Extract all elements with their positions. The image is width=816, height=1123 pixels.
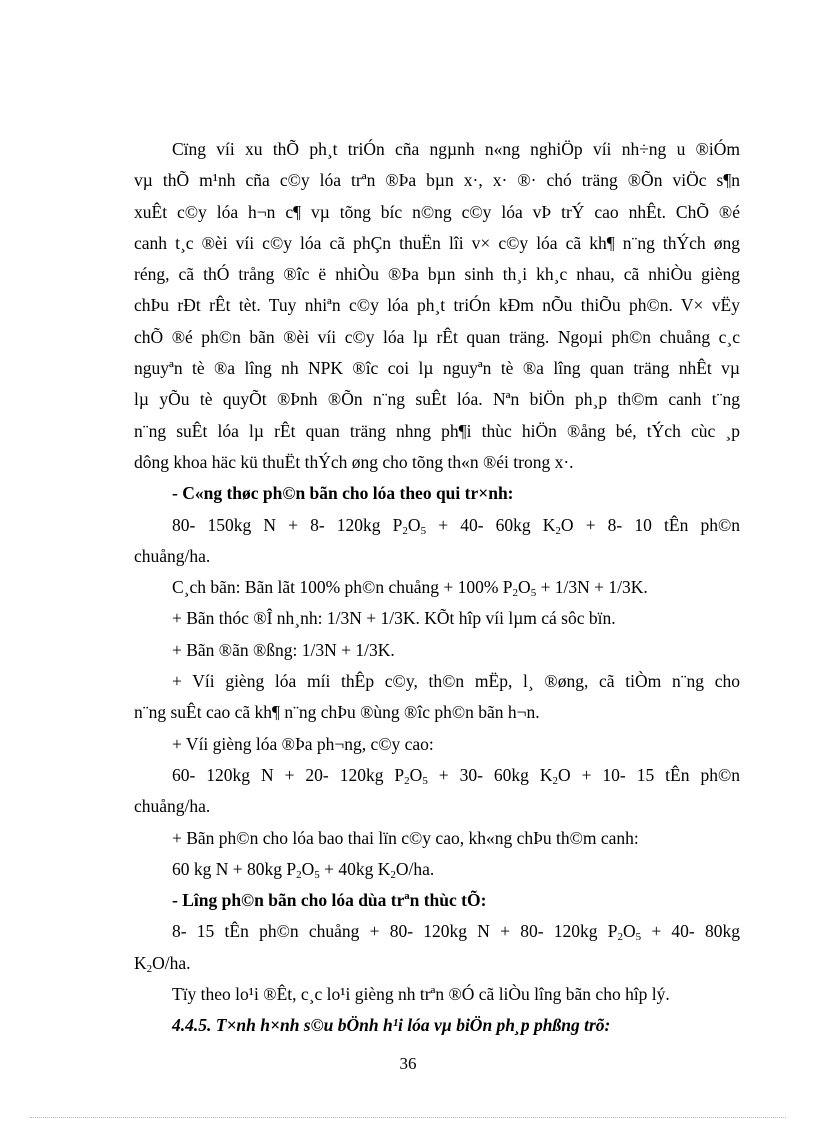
subscript: 2 xyxy=(390,868,396,881)
subscript: 2 xyxy=(146,962,153,975)
text-segment: O + 8- 10 tÊn ph©n xyxy=(560,514,740,535)
text-segment: canh t¸c ®èi víi c©y lóa cã phÇn thuËn lîi v× c©y lóa cã kh¶ n¨ng thÝch øng xyxy=(134,232,740,253)
text-line xyxy=(134,854,740,885)
subscript: 2 xyxy=(404,774,410,787)
text-segment: O + 10- 15 tÊn ph©n xyxy=(558,764,740,785)
subscript: 5 xyxy=(420,524,427,537)
text-segment: O xyxy=(407,514,421,535)
text-line xyxy=(134,134,740,165)
text-segment: + Bãn ®ãn ®ßng: 1/3N + 1/3K. xyxy=(172,639,395,660)
section-heading-line xyxy=(134,885,740,916)
text-segment: lµ yÕu tè quyÕt ®Þnh ®Õn n¨ng suÊt lóa. Nªn biÖn ph¸p th©m canh t¨ng xyxy=(134,389,740,410)
text-segment: 60- 120kg N + 20- 120kg P xyxy=(172,764,405,785)
subscript: 5 xyxy=(314,868,320,881)
text-line xyxy=(134,353,740,384)
text-segment: + Bãn thóc ®Î nh¸nh: 1/3N + 1/3K. KÕt hîp víi lµm cá sôc bïn. xyxy=(172,608,616,629)
text-segment: chuång/ha. xyxy=(134,545,211,566)
text-line xyxy=(134,666,740,697)
text-segment: + Víi gièng lóa míi thÊp c©y, th©n mËp, l¸ ®øng, cã tiÒm n¨ng cho xyxy=(172,671,740,692)
text-segment: O xyxy=(518,577,531,598)
text-line xyxy=(134,165,740,196)
text-segment: + Bãn ph©n cho lóa bao thai lïn c©y cao, kh«ng chÞu th©m canh: xyxy=(172,827,639,848)
subscript: 2 xyxy=(402,524,408,537)
text-line xyxy=(134,541,740,572)
subscript: 2 xyxy=(617,931,623,944)
text-line xyxy=(134,197,740,228)
text-line xyxy=(134,823,740,854)
text-line xyxy=(134,603,740,634)
text-segment: O/ha. xyxy=(395,858,435,879)
text-segment: n¨ng suÊt lóa lµ rÊt quan träng nhng ph¶i thùc hiÖn ®ång bé, tÝch cùc ¸p xyxy=(134,420,740,441)
text-segment: dông khoa häc kü thuËt thÝch øng cho tõng th«n ®éi trong x·. xyxy=(134,451,574,472)
text-line xyxy=(134,416,740,447)
text-segment: + 30- 60kg K xyxy=(427,764,553,785)
text-segment: - Lîng ph©n bãn cho lóa dùa trªn thùc tÕ: xyxy=(172,890,487,911)
text-segment: chÞu rÐt rÊt tèt. Tuy nhiªn c©y lóa ph¸t triÓn kÐm nÕu thiÕu ph©n. V× vËy xyxy=(134,295,740,316)
text-segment: réng, cã thÓ trång ®îc ë nhiÒu ®Þa bµn sinh th¸i kh¸c nhau, cã nhiÒu gièng xyxy=(134,264,740,285)
text-segment: + Víi gièng lóa ®Þa ph¬ng, c©y cao: xyxy=(172,733,434,754)
text-line xyxy=(134,259,740,290)
text-line xyxy=(134,290,740,321)
text-segment: K xyxy=(134,952,147,973)
text-line xyxy=(134,322,740,353)
text-segment: 80- 150kg N + 8- 120kg P xyxy=(172,514,403,535)
text-line xyxy=(134,729,740,760)
subscript: 5 xyxy=(530,587,537,600)
text-segment: 8- 15 tÊn ph©n chuång + 80- 120kg N + 80- 120kg P xyxy=(172,921,618,942)
subscript: 2 xyxy=(296,868,302,881)
text-line xyxy=(134,791,740,822)
text-segment: chÕ ®é ph©n bãn ®èi víi c©y lóa lµ rÊt quan träng. Ngoµi ph©n chuång c¸c xyxy=(134,326,740,347)
text-segment: 4.4.5. T×nh h×nh s©u bÖnh h¹i lóa vµ biÖn ph¸p phßng trõ: xyxy=(172,1015,611,1036)
text-segment: Tïy theo lo¹i ®Êt, c¸c lo¹i gièng nh trªn ®Ó cã liÒu lîng bãn cho hîp lý. xyxy=(172,984,670,1005)
text-segment: C¸ch bãn: Bãn lãt 100% ph©n chuång + 100% P xyxy=(172,577,513,598)
text-segment: nguyªn tè ®a lîng nh NPK ®îc coi lµ nguyªn tè ®a lîng quan träng nhÊt vµ xyxy=(134,358,740,379)
page-number: 36 xyxy=(399,1054,417,1073)
text-segment: chuång/ha. xyxy=(134,796,211,817)
text-segment: Cïng víi xu thÕ ph¸t triÓn cña ngµnh n«ng nghiÖp víi nh÷ng u ®iÓm xyxy=(172,139,740,159)
text-line xyxy=(134,697,740,728)
text-segment: vµ thÕ m¹nh cña c©y lóa trªn ®Þa bµn x·, x· ®· chó träng ®Õn viÖc s¶n xyxy=(134,170,740,191)
subscript: 2 xyxy=(512,587,519,600)
text-segment: 60 kg N + 80kg P xyxy=(172,858,297,879)
text-segment: + 40- 80kg xyxy=(641,921,740,942)
text-line xyxy=(134,948,740,979)
text-segment: + 40- 60kg K xyxy=(426,514,556,535)
page-bottom-divider xyxy=(30,1117,786,1118)
text-segment: n¨ng suÊt cao cã kh¶ n¨ng chÞu ®ùng ®îc ph©n bãn h¬n. xyxy=(134,702,540,723)
subscript: 2 xyxy=(552,774,558,787)
text-segment: + 40kg K xyxy=(319,858,391,879)
subscript: 5 xyxy=(635,931,642,944)
text-segment: O xyxy=(409,764,423,785)
text-line xyxy=(134,228,740,259)
section-heading-line xyxy=(134,1010,740,1041)
text-line xyxy=(134,384,740,415)
text-line xyxy=(134,572,740,603)
section-heading-line xyxy=(134,478,740,509)
text-segment: + 1/3N + 1/3K. xyxy=(536,577,648,598)
text-segment: O xyxy=(622,921,636,942)
text-line xyxy=(134,916,740,947)
text-line xyxy=(134,979,740,1010)
text-segment: O/ha. xyxy=(152,952,191,973)
text-line xyxy=(134,510,740,541)
subscript: 2 xyxy=(555,524,561,537)
subscript: 5 xyxy=(422,774,428,787)
text-segment: O xyxy=(301,858,315,879)
text-segment: - C«ng thøc ph©n bãn cho lóa theo qui tr×nh: xyxy=(172,483,514,504)
text-line xyxy=(134,635,740,666)
text-segment: xuÊt c©y lóa h¬n c¶ vµ tõng bíc n©ng c©y lóa vÞ trÝ cao nhÊt. ChÕ ®é xyxy=(134,201,740,222)
text-line xyxy=(134,447,740,478)
text-line xyxy=(134,760,740,791)
body-text xyxy=(134,134,740,1042)
